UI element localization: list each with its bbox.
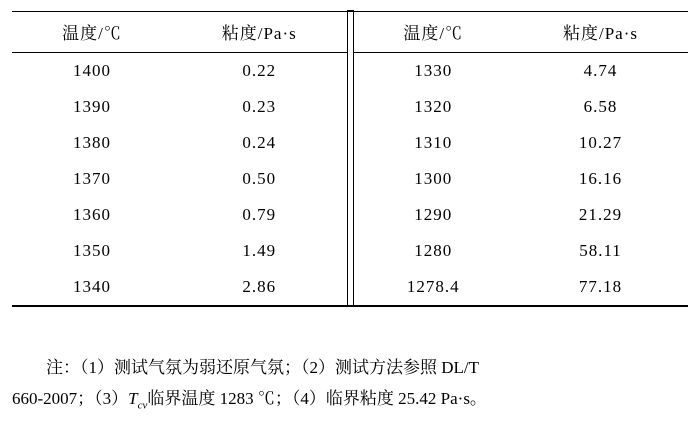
cell-viscosity-left: 0.22 bbox=[172, 52, 347, 89]
table-row bbox=[12, 197, 688, 233]
cell-temperature-left: 1400 bbox=[12, 52, 172, 89]
cell-viscosity-right: 58.11 bbox=[579, 240, 622, 260]
cell-temperature-right: 1278.4 bbox=[353, 269, 513, 306]
cell-viscosity-right: 10.27 bbox=[578, 132, 623, 152]
table-header-row bbox=[12, 11, 688, 52]
cell-temperature-left: 1350 bbox=[73, 240, 111, 260]
cell-viscosity-left: 0.24 bbox=[242, 132, 277, 152]
header-viscosity-right: 粘度/Pa·s bbox=[513, 11, 688, 52]
cell-viscosity-right: 21.29 bbox=[578, 204, 623, 224]
table-row bbox=[12, 161, 688, 197]
note-line-2-part-2: 临界温度 1283 ℃；（4）临界粘度 25.42 Pa·s。 bbox=[147, 389, 487, 408]
table-row bbox=[12, 233, 688, 269]
cell-temperature-right: 1300 bbox=[414, 168, 453, 188]
cell-temperature-left: 1370 bbox=[73, 168, 111, 188]
table-row bbox=[12, 125, 688, 161]
header-temperature-right: 温度/℃ bbox=[353, 11, 513, 52]
cell-temperature-right: 1310 bbox=[414, 132, 453, 152]
cell-temperature-left: 1360 bbox=[73, 204, 111, 224]
cell-viscosity-left: 2.86 bbox=[172, 269, 347, 306]
note-line-2 bbox=[12, 383, 688, 421]
cell-viscosity-left: 1.49 bbox=[242, 240, 277, 260]
note-symbol-subscript: cv bbox=[137, 399, 148, 412]
table-row bbox=[12, 89, 688, 125]
note-line-1: 注：（1）测试气氛为弱还原气氛；（2）测试方法参照 DL/T bbox=[46, 358, 480, 377]
header-temperature-left: 温度/℃ bbox=[12, 11, 172, 52]
cell-temperature-right: 1280 bbox=[414, 240, 453, 260]
cell-temperature-right: 1320 bbox=[414, 96, 453, 116]
cell-temperature-left: 1380 bbox=[73, 132, 111, 152]
cell-viscosity-right: 16.16 bbox=[578, 168, 623, 188]
viscosity-table bbox=[12, 10, 688, 307]
cell-viscosity-left: 0.50 bbox=[242, 168, 277, 188]
header-viscosity-left: 粘度/Pa·s bbox=[172, 11, 347, 52]
cell-temperature-left: 1390 bbox=[73, 96, 111, 116]
cell-viscosity-left: 0.79 bbox=[242, 204, 277, 224]
cell-viscosity-right: 6.58 bbox=[583, 96, 618, 116]
note-line-2-part-1: 660-2007；（3） bbox=[12, 389, 129, 408]
table-note bbox=[12, 352, 688, 421]
table-row bbox=[12, 269, 688, 306]
cell-viscosity-right: 4.74 bbox=[513, 52, 688, 89]
cell-temperature-right: 1290 bbox=[414, 204, 453, 224]
cell-viscosity-left: 0.23 bbox=[242, 96, 277, 116]
table-row bbox=[12, 52, 688, 89]
note-symbol-tcv: T bbox=[128, 389, 138, 408]
viscosity-table-container bbox=[12, 10, 688, 307]
cell-temperature-right: 1330 bbox=[353, 52, 513, 89]
cell-viscosity-right: 77.18 bbox=[513, 269, 688, 306]
cell-temperature-left: 1340 bbox=[12, 269, 172, 306]
